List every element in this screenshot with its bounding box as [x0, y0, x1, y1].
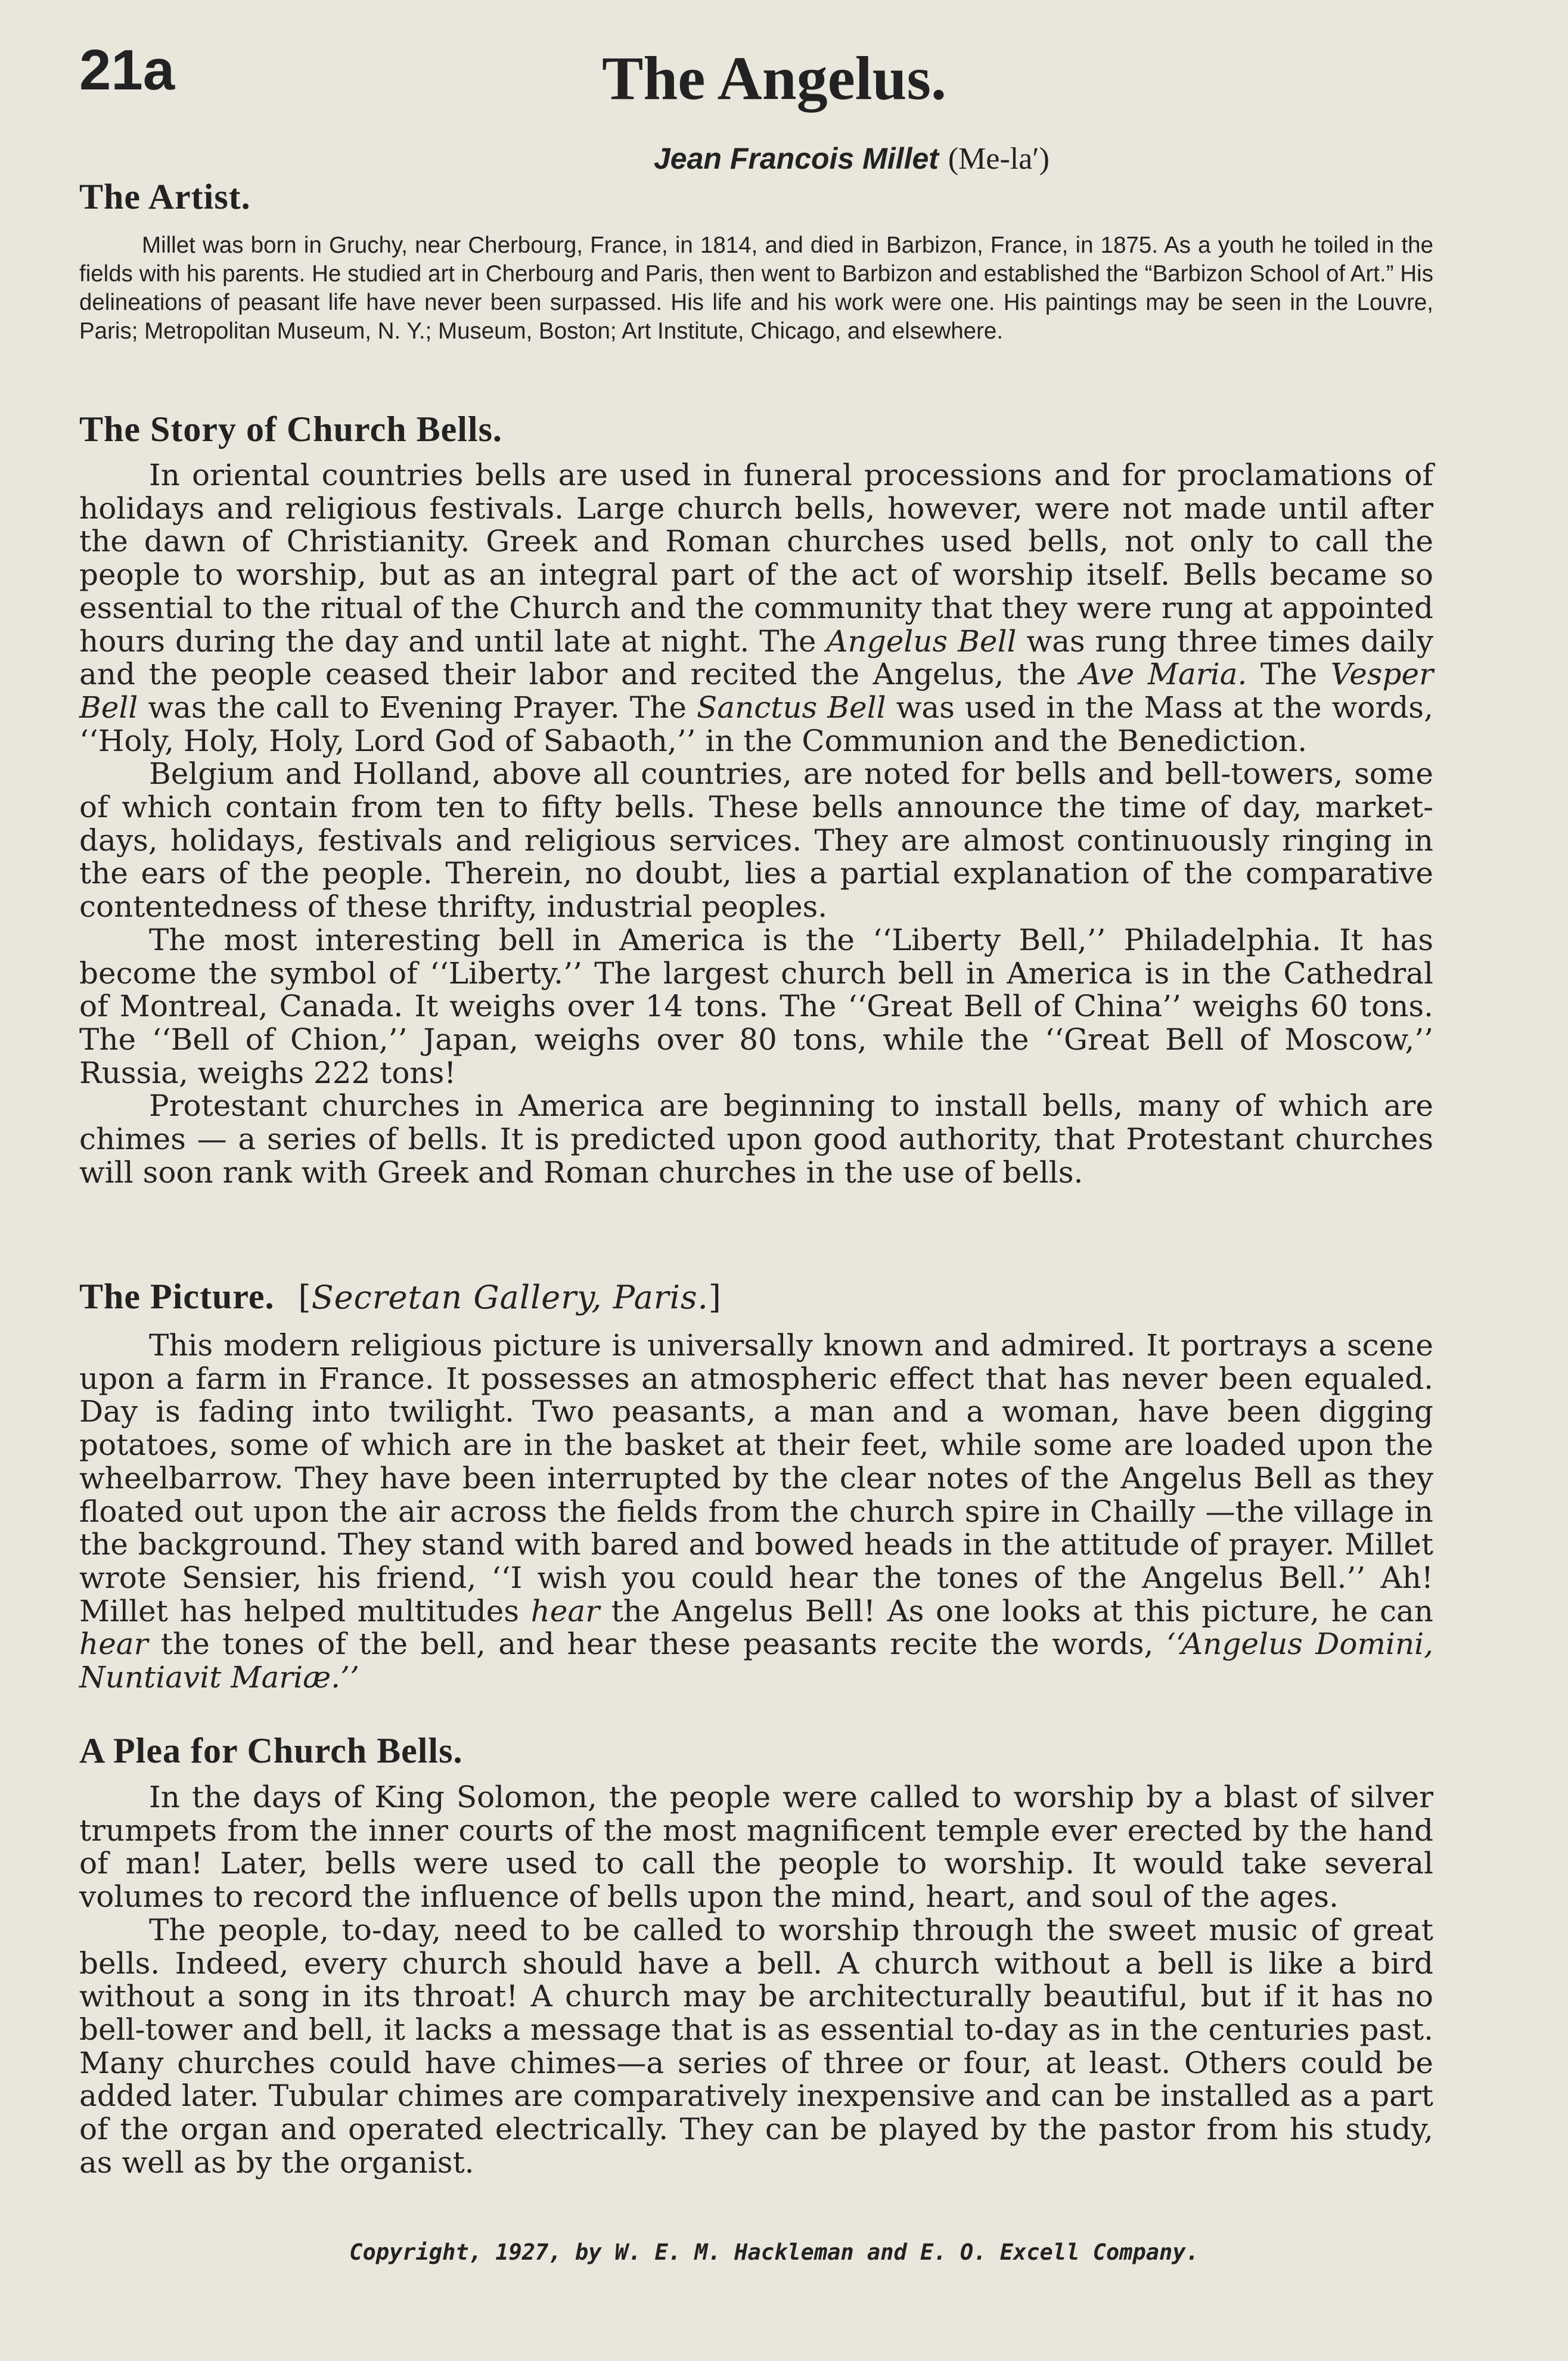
plea-paragraph-2: The people, to-day, need to be called to worship through the sweet music of great bells. Indeed, every church should have a bell. A church without a bell is like a bird without a song in its throat! A church may be architecturally beautiful, but if it has no bell-tower and bell, it lacks a message that is as essential to-day as in the centuries past. Many churches could have chimes—a series of three or four, at least. Others could be added later. Tubular chimes are comparatively inexpensive and can be installed as a part of the organ and operated electrically. They can be played by the pastor from his study, as well as by the organist. — [79, 1912, 1433, 2180]
story-paragraph-3: The most interesting bell in America is the ‘‘Liberty Bell,’’ Philadelphia. It has become the symbol of ‘‘Liberty.’’ The largest church bell in America is in the Cathedral of Montreal, Canada. It weighs over 14 tons. The ‘‘Great Bell of China’’ weighs 60 tons. The ‘‘Bell of Chion,’’ Japan, weighs over 80 tons, while the ‘‘Great Bell of Moscow,’’ Russia, weighs 222 tons! — [79, 922, 1433, 1090]
plea-body — [79, 1781, 1433, 2179]
story-paragraph-4: Protestant churches in America are beginning to install bells, many of which are chimes — a series of bells. It is predicted upon good authority, that Protestant churches will soon rank with Greek and Roman churches in the use of bells. — [79, 1088, 1433, 1190]
artist-pronunciation: (Me-la′) — [948, 142, 1050, 176]
picture-paragraph-1: This modern religious picture is universally known and admired. It portrays a scene upon a farm in France. It possesses an atmospheric effect that has never been equaled. Day is fading into twilight. Two peasants, a man and a woman, have been digging potatoes, some of which are in the basket at their feet, while some are loaded upon the wheelbarrow. They have been interrupted by the clear notes of the Angelus Bell as they floated out upon the air across the fields from the church spire in Chailly —the village in the background. They stand with bared and bowed heads in the attitude of prayer. Millet wrote Sensier, his friend, ‘‘I wish you could hear the tones of the Angelus Bell.’’ Ah! Millet has helped multitudes hear the Angelus Bell! As one looks at this picture, he can hear the tones of the bell, and hear these peasants recite the words, ‘‘Angelus Domini, Nuntiavit Mariæ.’’ — [79, 1328, 1433, 1695]
page-title: The Angelus. — [602, 44, 946, 113]
story-heading: The Story of Church Bells. — [79, 409, 502, 449]
page-number: 21a — [79, 38, 175, 102]
artist-heading: The Artist. — [79, 177, 251, 216]
story-paragraph-2: Belgium and Holland, above all countries, are noted for bells and bell-towers, some of which contain from ten to fifty bells. These bells announce the time of day, market-days, holidays, festivals and religious services. They are almost continuously ringing in the ears of the people. Therein, no doubt, lies a partial explanation of the comparative contentedness of these thrifty, industrial peoples. — [79, 756, 1433, 924]
plea-paragraph-1: In the days of King Solomon, the people were called to worship by a blast of silver trumpets from the inner courts of the most magnificent temple ever erected by the hand of man! Later, bells were used to call the people to worship. It would take several volumes to record the influence of bells upon the mind, heart, and soul of the ages. — [79, 1780, 1433, 1915]
artist-bio: Millet was born in Gruchy, near Cherbourg, France, in 1814, and died in Barbizon, France, in 1875. As a youth he toiled in the fields with his parents. He studied art in Cherbourg and Paris, then went to Barbizon and established the “Barbizon School of Art.” His delineations of peasant life have never been surpassed. His life and his work were one. His paintings may be seen in the Louvre, Paris; Metropolitan Museum, N. Y.; Museum, Boston; Art Institute, Chicago, and elsewhere. — [79, 232, 1433, 344]
plea-heading: A Plea for Church Bells. — [79, 1731, 463, 1770]
artist-name: Jean Francois Millet — [653, 142, 939, 175]
page — [79, 0, 1433, 2361]
artist-byline — [79, 141, 1433, 176]
gallery-reference: [Secretan Gallery, Paris.] — [298, 1279, 722, 1316]
story-body — [79, 459, 1433, 1189]
picture-body — [79, 1329, 1433, 1695]
story-paragraph-1: In oriental countries bells are used in funeral processions and for proclamations of holidays and religious festivals. Large church bells, however, were not made until after the dawn of Christianity. Greek and Roman churches used bells, not only to call the people to worship, but as an integral part of the act of worship itself. Bells became so essential to the ritual of the Church and the community that they were rung at appointed hours during the day and until late at night. The Angelus Bell was rung three times daily and the people ceased their labor and recited the Angelus, the Ave Maria. The Vesper Bell was the call to Evening Prayer. The Sanctus Bell was used in the Mass at the words, ‘‘Holy, Holy, Holy, Lord God of Sabaoth,’’ in the Communion and the Benediction. — [79, 458, 1434, 758]
copyright-notice: Copyright, 1927, by W. E. M. Hackleman and E. O. Excell Company. — [349, 2239, 1199, 2265]
picture-heading: The Picture. [Secretan Gallery, Paris.] — [79, 1277, 722, 1316]
